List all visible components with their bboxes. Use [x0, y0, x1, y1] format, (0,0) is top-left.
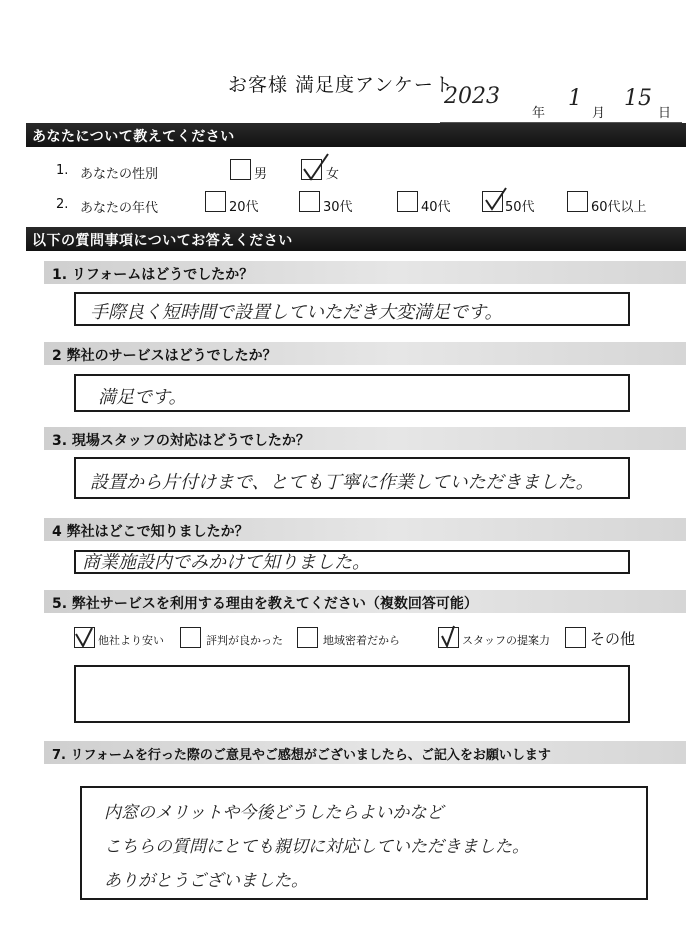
answer-1-box[interactable] [74, 292, 630, 326]
answer-1-text: 手際良く短時間で設置していただき大変満足です。 [90, 302, 503, 323]
date-month-label: 月 [592, 106, 606, 121]
answer-3-box[interactable] [74, 457, 630, 499]
date-day-label: 日 [658, 106, 672, 121]
option-20s-label: 20代 [229, 200, 259, 215]
checkbox-20s[interactable] [205, 191, 226, 212]
date-month-value: 1 [568, 86, 582, 111]
date-day-value: 15 [624, 86, 652, 111]
option-40s-label: 40代 [421, 200, 451, 215]
option-other-label: その他 [590, 630, 636, 648]
section-header-questions: 以下の質問事項についてお答えください [26, 227, 686, 251]
checkbox-30s[interactable] [299, 191, 320, 212]
question-7-label: 7. リフォームを行った際のご意見やご感想がございましたら、ご記入をお願いします [44, 741, 686, 764]
date-field [430, 84, 680, 122]
answer-7-line-2: こちらの質問にとても親切に対応していただきました。 [104, 837, 529, 857]
answer-7-line-1: 内窓のメリットや今後どうしたらよいかなど [104, 803, 444, 823]
checkbox-local[interactable] [297, 627, 318, 648]
option-cheaper-label: 他社より安い [98, 634, 164, 647]
date-year-value: 2023 [444, 84, 500, 109]
answer-7-line-3: ありがとうございました。 [104, 871, 308, 891]
option-60s-plus-label: 60代以上 [591, 200, 647, 215]
option-good-reputation-label: 評判が良かった [206, 634, 283, 647]
option-staff-proposal-label: スタッフの提案力 [462, 634, 550, 647]
checkbox-40s[interactable] [397, 191, 418, 212]
survey-title: お客様 満足度アンケート [228, 74, 454, 96]
answer-3-text: 設置から片付けまで、とても丁寧に作業していただきました。 [90, 472, 594, 493]
checkbox-cheaper[interactable] [74, 627, 95, 648]
option-male-label: 男 [254, 167, 268, 182]
question-4-label: 4 弊社はどこで知りましたか？ [44, 518, 686, 541]
question-5-label: 5. 弊社サービスを利用する理由を教えてください（複数回答可能） [44, 590, 686, 613]
answer-4-box[interactable] [74, 550, 630, 574]
question-1-label: 1. リフォームはどうでしたか？ [44, 261, 686, 284]
q-gender-number: 1. [56, 163, 69, 178]
answer-2-box[interactable] [74, 374, 630, 412]
q-age-label: あなたの年代 [80, 201, 159, 216]
date-year-label: 年 [532, 106, 546, 121]
checkbox-female[interactable] [301, 159, 322, 180]
question-2-label: 2 弊社のサービスはどうでしたか？ [44, 342, 686, 365]
checkbox-good-reputation[interactable] [180, 627, 201, 648]
checkbox-50s[interactable] [482, 191, 503, 212]
checkbox-other[interactable] [565, 627, 586, 648]
q-age-number: 2. [56, 197, 69, 212]
option-local-label: 地域密着だから [323, 634, 400, 647]
q-gender-label: あなたの性別 [80, 167, 159, 182]
checkbox-male[interactable] [230, 159, 251, 180]
option-50s-label: 50代 [505, 200, 535, 215]
section-header-about-you: あなたについて教えてください [26, 123, 686, 147]
answer-2-text: 満足です。 [98, 387, 187, 408]
question-3-label: 3. 現場スタッフの対応はどうでしたか？ [44, 427, 686, 450]
option-30s-label: 30代 [323, 200, 353, 215]
checkbox-60s-plus[interactable] [567, 191, 588, 212]
option-female-label: 女 [326, 167, 340, 182]
answer-7-box[interactable] [80, 786, 648, 900]
checkbox-staff-proposal[interactable] [438, 627, 459, 648]
answer-4-text: 商業施設内でみかけて知りました。 [82, 552, 370, 573]
answer-5-other-box[interactable] [74, 665, 630, 723]
